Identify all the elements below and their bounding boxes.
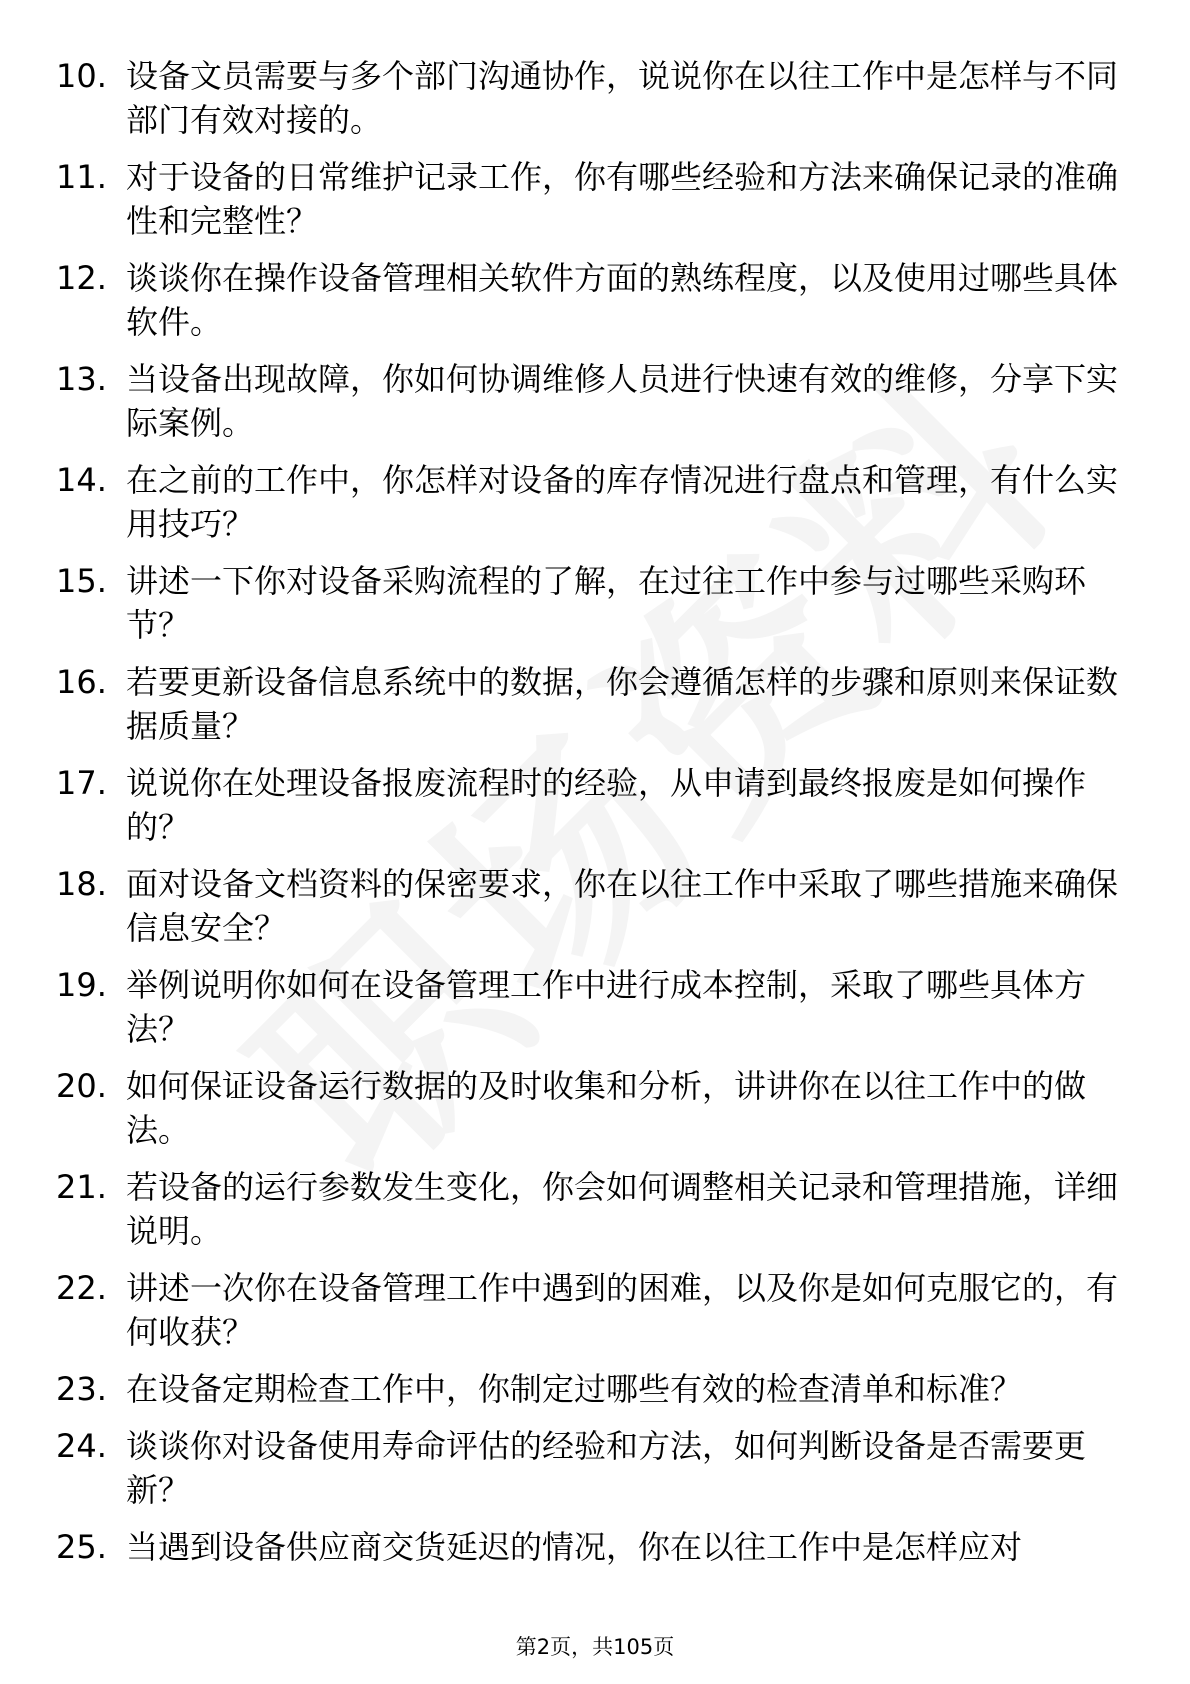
- question-number: 23.: [56, 1370, 107, 1408]
- question-item: [56, 862, 1126, 950]
- question-number: 15.: [56, 562, 107, 600]
- question-item: [56, 1165, 1126, 1253]
- question-item: [56, 1424, 1126, 1512]
- question-text: 如何保证设备运行数据的及时收集和分析，讲讲你在以往工作中的做法。: [126, 1067, 1087, 1149]
- question-text: 举例说明你如何在设备管理工作中进行成本控制，采取了哪些具体方法？: [126, 966, 1087, 1048]
- question-item: [56, 357, 1126, 445]
- question-item: [56, 660, 1126, 748]
- question-text: 讲述一下你对设备采购流程的了解，在过往工作中参与过哪些采购环节？: [126, 562, 1087, 644]
- question-text: 若设备的运行参数发生变化，你会如何调整相关记录和管理措施，详细说明。: [126, 1168, 1119, 1250]
- question-number: 17.: [56, 764, 107, 802]
- question-number: 18.: [56, 865, 107, 903]
- question-number: 13.: [56, 360, 107, 398]
- question-item: [56, 1064, 1126, 1152]
- question-item: [56, 1525, 1126, 1569]
- question-number: 14.: [56, 461, 107, 499]
- question-text: 讲述一次你在设备管理工作中遇到的困难，以及你是如何克服它的，有何收获？: [126, 1269, 1119, 1351]
- question-text: 在设备定期检查工作中，你制定过哪些有效的检查清单和标准？: [126, 1370, 1023, 1408]
- question-text: 面对设备文档资料的保密要求，你在以往工作中采取了哪些措施来确保信息安全？: [126, 865, 1119, 947]
- question-item: [56, 256, 1126, 344]
- question-number: 24.: [56, 1427, 107, 1465]
- question-item: [56, 963, 1126, 1051]
- question-text: 谈谈你在操作设备管理相关软件方面的熟练程度，以及使用过哪些具体软件。: [126, 259, 1119, 341]
- question-number: 10.: [56, 57, 107, 95]
- page-footer: 第2页，共105页: [515, 1635, 675, 1659]
- question-text: 谈谈你对设备使用寿命评估的经验和方法，如何判断设备是否需要更新？: [126, 1427, 1087, 1509]
- question-text: 说说你在处理设备报废流程时的经验，从申请到最终报废是如何操作的？: [126, 764, 1087, 846]
- question-text: 若要更新设备信息系统中的数据，你会遵循怎样的步骤和原则来保证数据质量？: [126, 663, 1119, 745]
- question-item: [56, 458, 1126, 546]
- question-text: 对于设备的日常维护记录工作，你有哪些经验和方法来确保记录的准确性和完整性？: [126, 158, 1119, 240]
- question-item: [56, 155, 1126, 243]
- question-number: 20.: [56, 1067, 107, 1105]
- question-item: [56, 1367, 1126, 1411]
- question-number: 16.: [56, 663, 107, 701]
- question-text: 当遇到设备供应商交货延迟的情况，你在以往工作中是怎样应对: [126, 1528, 1023, 1566]
- question-text: 当设备出现故障，你如何协调维修人员进行快速有效的维修，分享下实际案例。: [126, 360, 1119, 442]
- question-item: [56, 761, 1126, 849]
- question-text: 设备文员需要与多个部门沟通协作，说说你在以往工作中是怎样与不同部门有效对接的。: [126, 57, 1119, 139]
- question-number: 11.: [56, 158, 107, 196]
- question-list: [56, 54, 1126, 1582]
- question-number: 21.: [56, 1168, 107, 1206]
- question-item: [56, 54, 1126, 142]
- question-item: [56, 559, 1126, 647]
- question-item: [56, 1266, 1126, 1354]
- question-number: 12.: [56, 259, 107, 297]
- question-number: 25.: [56, 1528, 107, 1566]
- question-text: 在之前的工作中，你怎样对设备的库存情况进行盘点和管理，有什么实用技巧？: [126, 461, 1119, 543]
- question-number: 19.: [56, 966, 107, 1004]
- question-number: 22.: [56, 1269, 107, 1307]
